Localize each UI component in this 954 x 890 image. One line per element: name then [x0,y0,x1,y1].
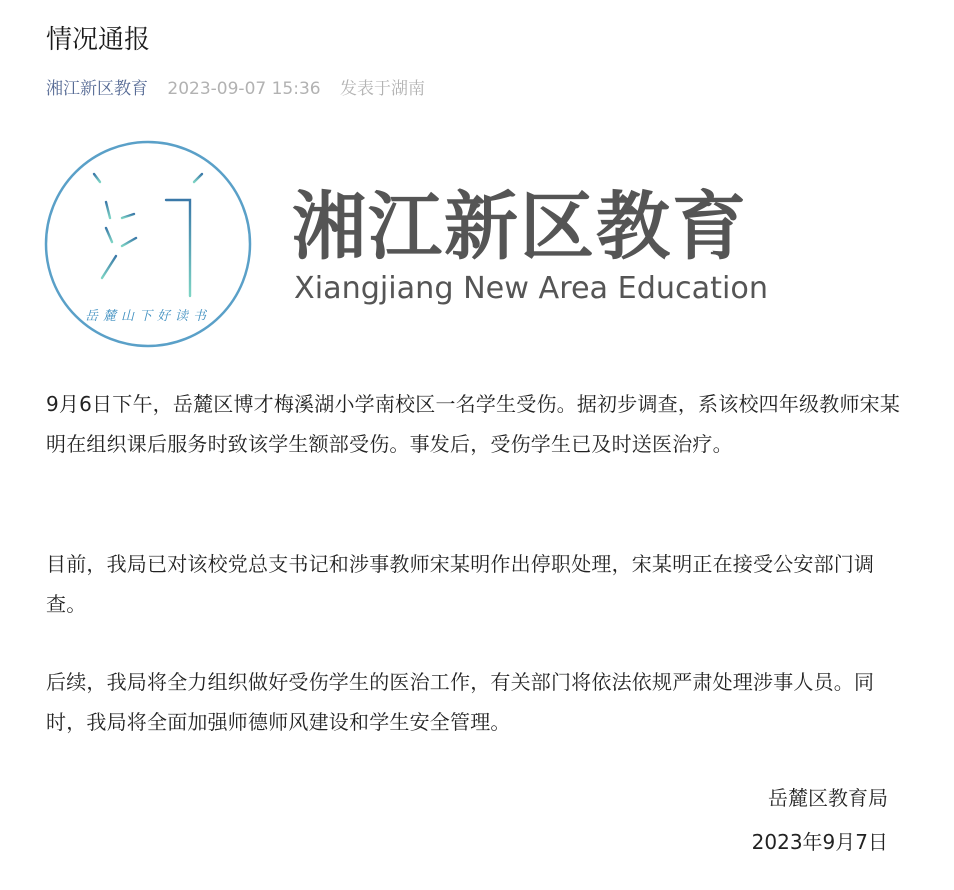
logo-glyph-icon [94,174,202,296]
signature-organization: 岳麓区教育局 [768,786,888,810]
body-paragraph-3: 后续，我局将全力组织做好受伤学生的医治工作，有关部门将依法依规严肃处理涉事人员。同时，我局将全面加强师德师风建设和学生安全管理。 [46,670,875,734]
publish-location: 发表于湖南 [340,79,426,99]
logo-ring-text: 岳麓山下好读书 [84,309,212,324]
banner-brand-cn: 湘江新区教育 [292,184,748,270]
article-meta [46,74,425,104]
logo-emblem [46,142,250,346]
banner-image [44,138,784,354]
body-paragraph-2: 目前，我局已对该校党总支书记和涉事教师宋某明作出停职处理，宋某明正在接受公安部门调查。 [46,552,875,616]
signature-date: 2023年9月7日 [751,830,888,854]
account-name-link[interactable]: 湘江新区教育 [46,79,148,99]
article-title: 情况通报 [46,25,151,55]
body-paragraph-1: 9月6日下午，岳麓区博才梅溪湖小学南校区一名学生受伤。据初步调查，系该校四年级教师宋某明在组织课后服务时致该学生额部受伤。事发后，受伤学生已及时送医治疗。 [46,392,901,456]
banner-brand-en: Xiangjiang New Area Education [294,271,768,306]
publish-time: 2023-09-07 15:36 [167,79,321,99]
